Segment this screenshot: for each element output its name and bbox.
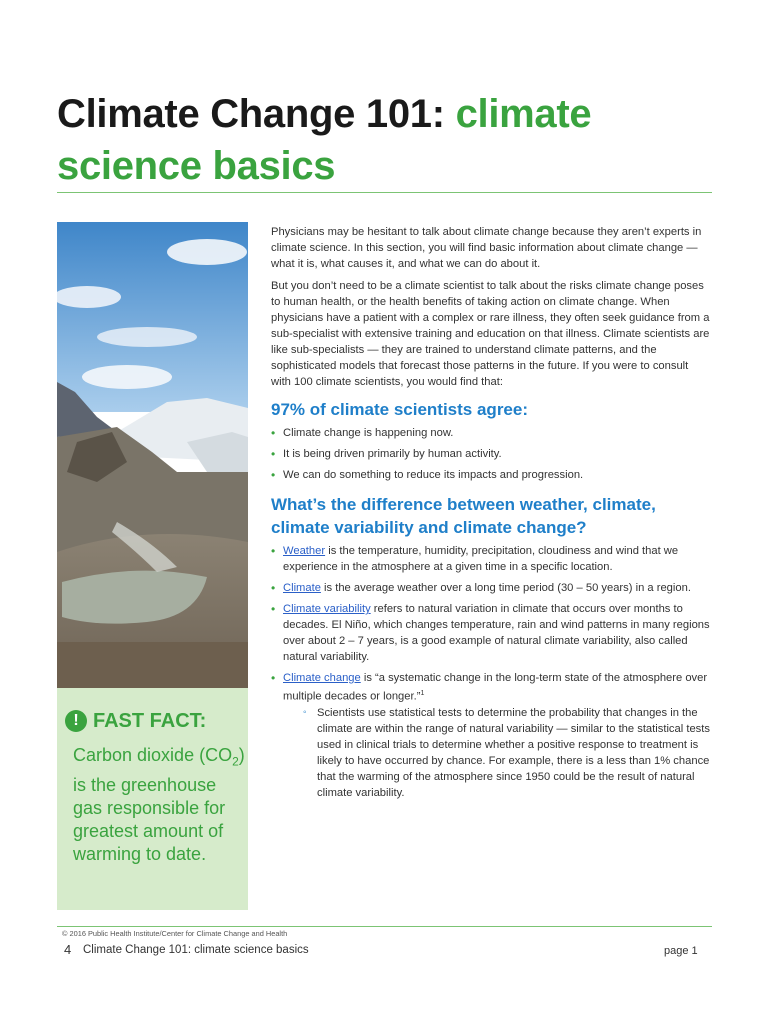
footer-title: Climate Change 101: climate science basics	[83, 944, 309, 956]
list-item	[271, 601, 711, 665]
fast-fact-text-part: Carbon dioxide (CO	[73, 745, 233, 765]
sub-list-item: ◦ Scientists use statistical tests to determine the probability that changes in the climate are within the range of natural variability — similar to the statistical tests used in clinical trials to determine whether a positive response to treatment is likely to have occurred by chance. For example, there is a less than 1% chance that the warming of the atmosphere since 1950 could be the result of natural climate variability.	[283, 705, 711, 801]
page-title	[57, 88, 717, 192]
climate-variability-link[interactable]: Climate variability	[283, 603, 371, 615]
agree-list	[271, 425, 711, 483]
list-item	[271, 543, 711, 575]
title-divider	[57, 192, 712, 193]
footer-number: 4	[64, 942, 72, 957]
intro-paragraph: Physicians may be hesitant to talk about climate change because they aren’t experts in climate science. In this section, you will find basic information about climate change — what it is, what causes it, and what we can do about it.	[271, 226, 702, 270]
climate-link[interactable]: Climate	[283, 582, 321, 594]
page-number: page 1	[664, 945, 698, 957]
glacier-photo	[57, 222, 248, 688]
list-item	[271, 670, 711, 801]
agree-heading: 97% of climate scientists agree:	[271, 400, 529, 419]
weather-link[interactable]: Weather	[283, 545, 326, 557]
footnote-marker: 1	[420, 690, 425, 697]
list-item: • Climate change is happening now.	[271, 425, 711, 441]
climate-change-link[interactable]: Climate change	[283, 672, 361, 684]
co2-subscript: 2	[232, 754, 239, 769]
list-item: • It is being driven primarily by human activity.	[271, 446, 711, 462]
footer-divider	[57, 926, 712, 927]
fast-fact-header	[65, 706, 206, 736]
title-main: Climate Change 101:	[57, 92, 445, 136]
sub-list	[283, 705, 711, 801]
fast-fact-box	[57, 688, 248, 910]
definition-text: is “a systematic change in the long-term state of the atmosphere over multiple decades or longer.”	[283, 672, 708, 703]
fast-fact-title: FAST FACT:	[93, 709, 207, 732]
difference-heading: What’s the difference between weather, climate, climate variability and climate change?	[271, 495, 656, 537]
fast-fact-text	[73, 744, 245, 866]
title-accent: climate science basics	[57, 92, 592, 188]
intro-paragraph: But you don’t need to be a climate scientist to talk about the risks climate change poses to human health, or the health benefits of taking action on climate change. When physicians have a patient with a complex or rare illness, they often seek guidance from a sub-specialist with extensive training and education on that illness. Climate scientists are like sub-specialists — they are trained to understand climate patterns, and the sophisticated models that forecast those patterns in the future. If you were to consult with 100 climate scientists, you would find that:	[271, 280, 710, 388]
exclamation-circle-icon: !	[65, 710, 87, 732]
definition-text: is the average weather over a long time period (30 – 50 years) in a region.	[320, 582, 691, 594]
fast-fact-text-part: ) is the greenhouse gas responsible for greatest amount of warming to date.	[73, 745, 245, 864]
list-item	[271, 580, 711, 596]
definition-text: is the temperature, humidity, precipitation, cloudiness and wind that we experience in the atmosphere at a given time in a specific location.	[283, 545, 679, 573]
definition-text: refers to natural variation in climate that occurs over months to decades. El Niño, which changes temperature, rain and wind patterns in many regions over about 2 – 7 years, is a good example of natural climate variability, also called natural variability.	[283, 603, 710, 663]
copyright: © 2016 Public Health Institute/Center for Climate Change and Health	[62, 929, 288, 938]
definition-list	[271, 543, 711, 801]
list-item: • We can do something to reduce its impacts and progression.	[271, 467, 711, 483]
main-content	[271, 224, 711, 807]
